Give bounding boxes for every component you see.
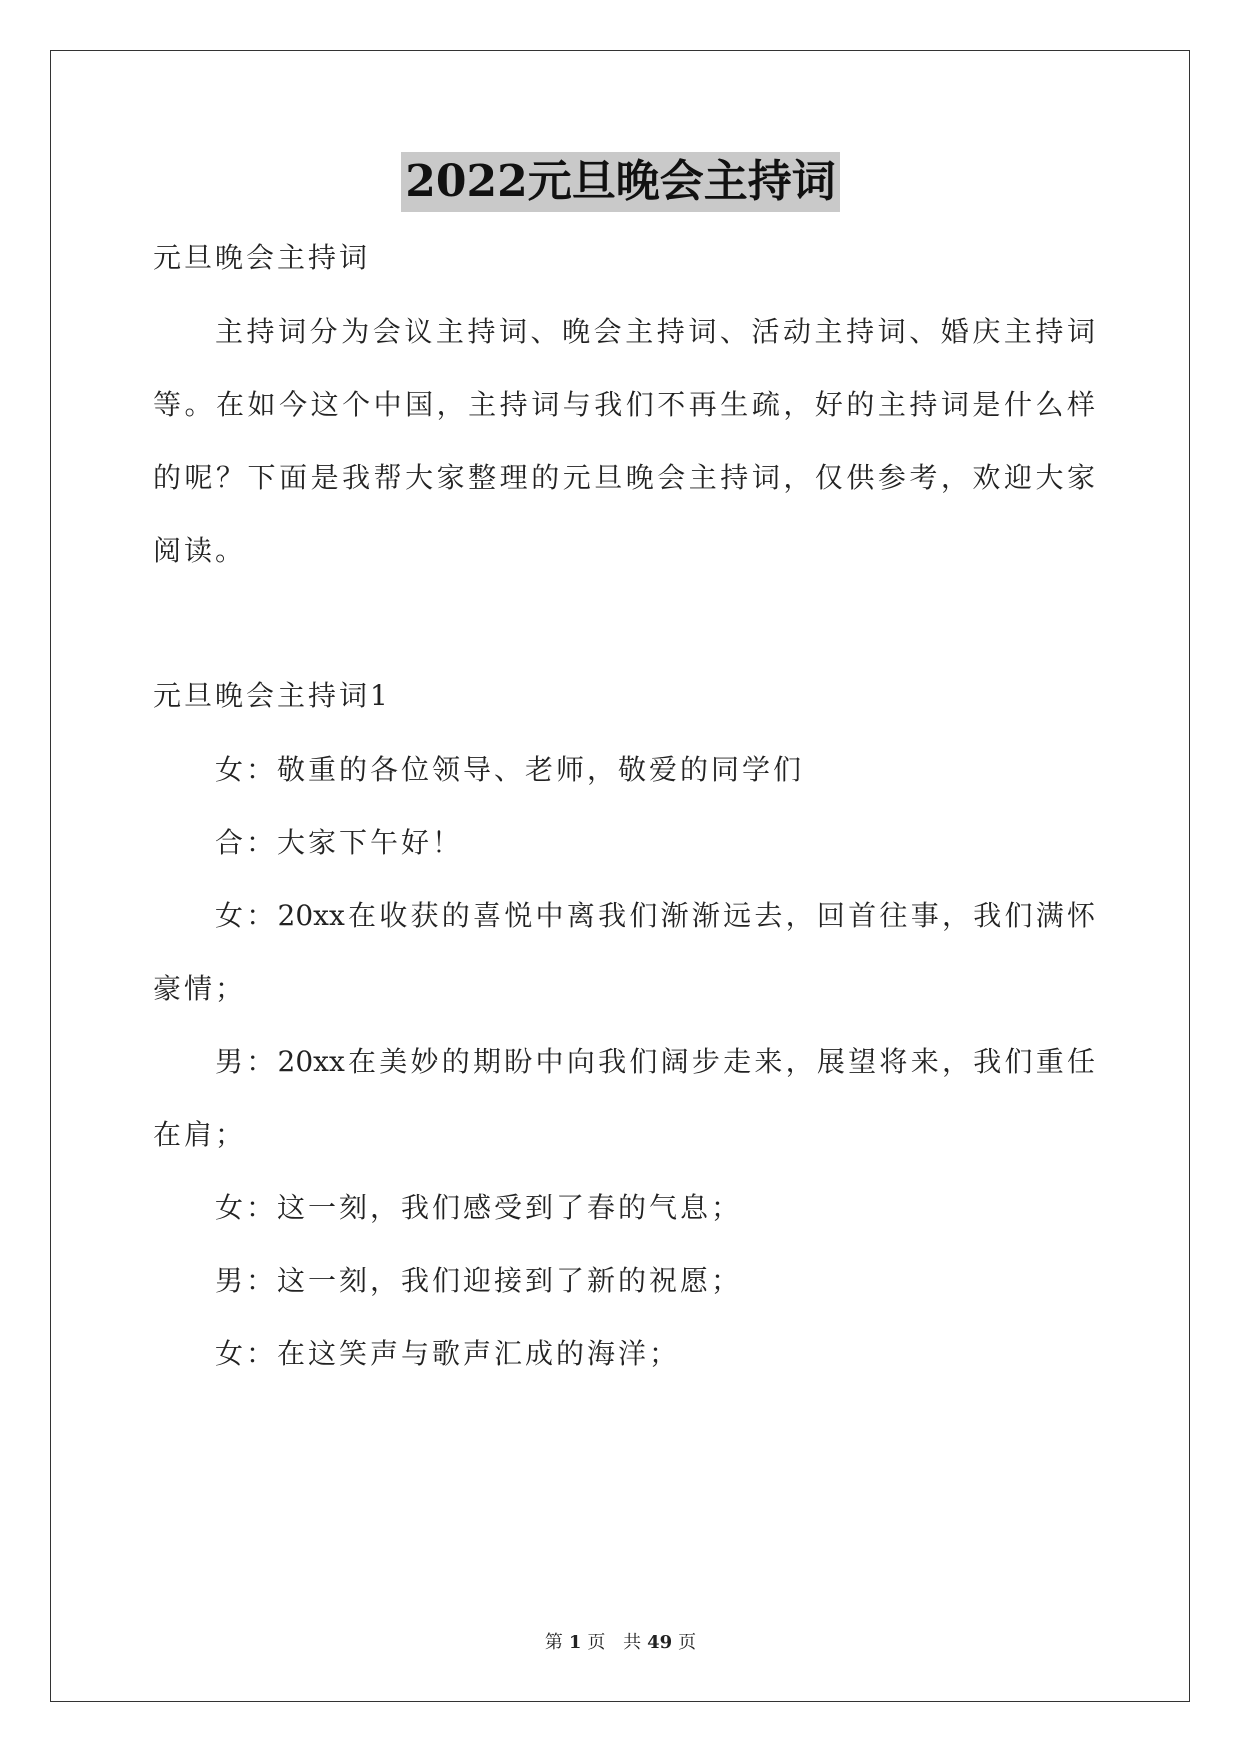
dialogue-line: 豪情；: [153, 972, 247, 1005]
dialogue-line: 男：这一刻，我们迎接到了新的祝愿；: [215, 1264, 743, 1297]
dialogue-line: 合：大家下午好！: [215, 826, 464, 859]
paragraph-line: 主持词分为会议主持词、晚会主持词、活动主持词、婚庆主持词: [215, 315, 1095, 348]
document-title: 2022元旦晚会主持词: [401, 152, 839, 212]
dialogue-line: 女：这一刻，我们感受到了春的气息；: [215, 1191, 743, 1224]
paragraph-line: 等。在如今这个中国，主持词与我们不再生疏，好的主持词是什么样: [153, 388, 1095, 421]
dialogue-line: 男：20xx在美妙的期盼中向我们阔步走来，展望将来，我们重任: [215, 1045, 1095, 1078]
paragraph-line: 的呢？下面是我帮大家整理的元旦晚会主持词，仅供参考，欢迎大家: [153, 461, 1095, 494]
dialogue-line: 女：在这笑声与歌声汇成的海洋；: [215, 1337, 681, 1370]
title-container: [0, 152, 1241, 212]
section-heading: 元旦晚会主持词1: [153, 679, 391, 712]
section-heading: 元旦晚会主持词: [153, 241, 371, 274]
page-frame: [50, 50, 1190, 1702]
dialogue-line: 女：20xx在收获的喜悦中离我们渐渐远去，回首往事，我们满怀: [215, 899, 1095, 932]
dialogue-line: 女：敬重的各位领导、老师，敬爱的同学们: [215, 753, 805, 786]
page-total: 共 49 页: [623, 1632, 697, 1653]
dialogue-line: 在肩；: [153, 1118, 247, 1151]
paragraph-line: 阅读。: [153, 534, 247, 567]
page-footer: [0, 1628, 1241, 1654]
page-number: 第 1 页: [544, 1632, 606, 1653]
